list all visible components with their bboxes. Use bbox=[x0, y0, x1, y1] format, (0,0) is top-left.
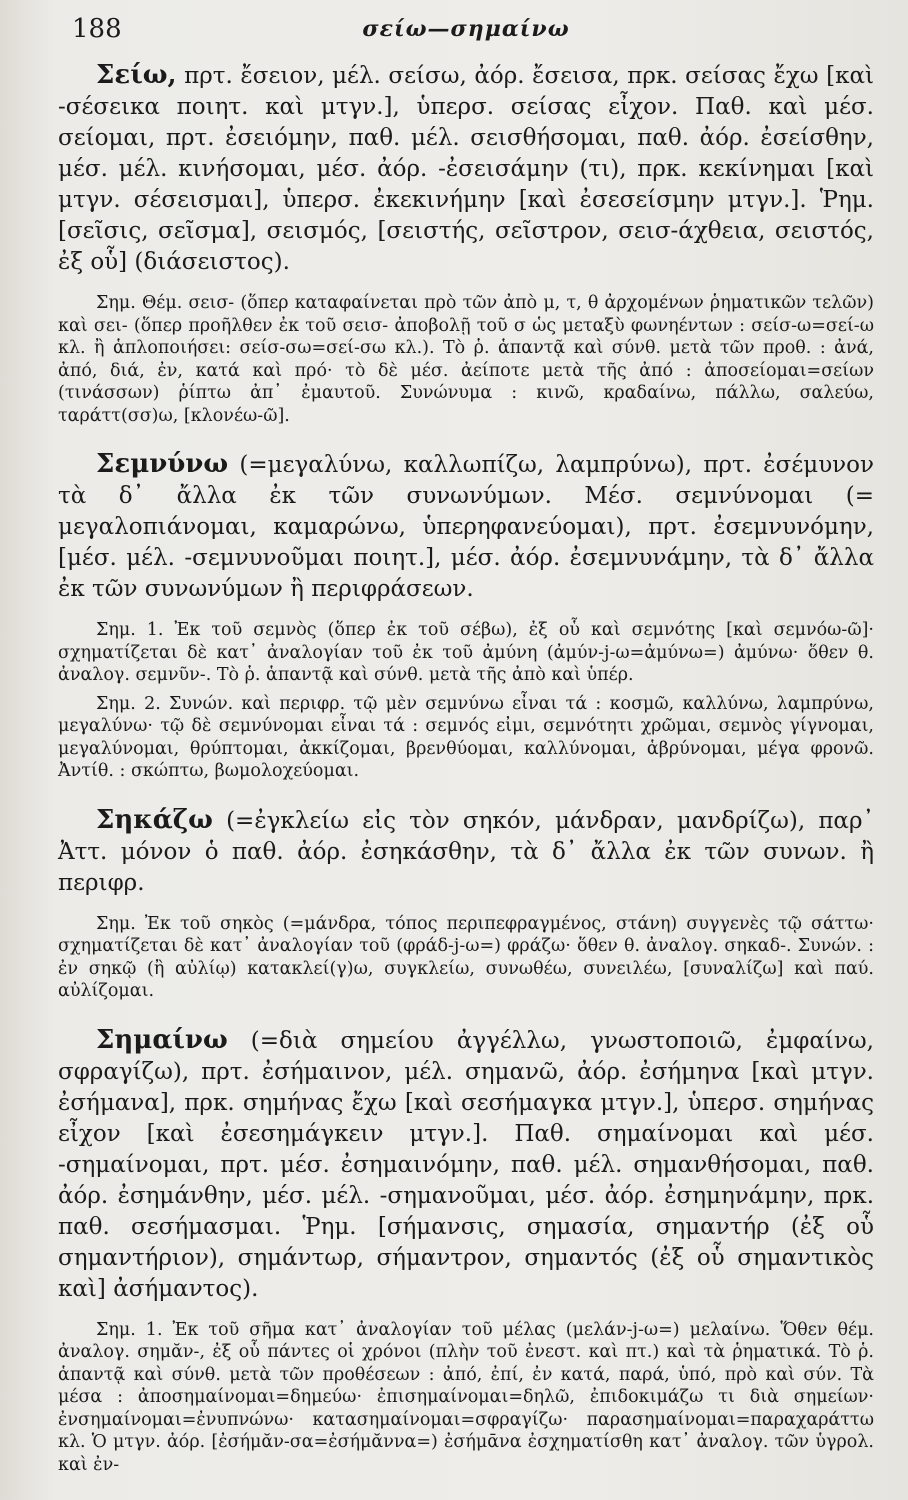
note-semaino: Σημ. 1. Ἐκ τοῦ σῆμα κατ᾽ ἀναλογίαν τοῦ μέλας (μελάν-j-ω=) μελαίνω. Ὅθεν θέμ. ἀναλογ. σημᾰν-, ἐξ οὗ πάντες οἱ χρόνοι (πλὴν τοῦ ἐνεστ. καὶ πτ.) καὶ τὰ ῥηματικά. Τὸ ῥ. ἁπαντᾷ καὶ σύνθ. μετὰ τῶν προθέσεων : ἀπό, ἐπί, ἐν κατά, παρά, ὑπό, πρὸ καὶ σύν. Τὰ μέσα : ἀποσημαίνομαι=δημεύω· ἐπισημαίνομαι=δηλῶ, ἐπιδοκιμάζω τι διὰ σημείων· ἐνσημαίνομαι=ἐνυπνώνω· κατασημαίνομαι=σφραγίζω· παρασημαίνομαι=παραχαράττω κλ. Ὁ μτγν. ἀόρ. [ἐσήμᾰν-σα=ἐσήμᾰννα=) ἐσήμᾱνα ἐσχηματίσθη κατ᾽ ἀναλογ. τῶν ὑγρολ. καὶ ἐν- bbox=[58, 1319, 874, 1475]
running-head: σείω—σημαίνω bbox=[362, 16, 570, 42]
entry-body: πρτ. ἔσειον, μέλ. σείσω, ἀόρ. ἔσεισα, πρκ. σείσας ἔχω [καὶ -σέσεικα ποιητ. καὶ μτγν.], ὑπερσ. σείσας εἶχον. Παθ. καὶ μέσ. σείομαι, πρτ. ἐσειόμην, παθ. μέλ. σεισθήσομαι, παθ. ἀόρ. ἐσείσθην, μέσ. μέλ. κινήσομαι, μέσ. ἀόρ. -ἐσεισάμην (τι), πρκ. κεκίνημαι [καὶ μτγν. σέσεισμαι], ὑπερσ. ἐκεκινήμην [καὶ ἐσεσείσμην μτγν.]. Ῥημ. [σεῖσις, σεῖσμα], σεισμός, [σειστής, σεῖστρον, σεισ-άχθεια, σειστός, ἐξ οὗ] (διάσειστος). bbox=[58, 63, 874, 275]
headword: Σηκάζω bbox=[96, 804, 213, 835]
note-sekazo: Σημ. Ἐκ τοῦ σηκὸς (=μάνδρα, τόπος περιπεφραγμένος, στάνη) συγγενὲς τῷ σάττω· σχηματίζεται δὲ κατ᾽ ἀναλογίαν τοῦ (φράδ-j-ω=) φράζω· ὅθεν θ. ἀναλογ. σηκαδ-. Συνών. : ἐν σηκῷ (ἢ αὐλίῳ) κατακλεί(γ)ω, συγκλείω, συνωθέω, συνειλέω, [συναλίζω] καὶ παύ. αὐλίζομαι. bbox=[58, 913, 874, 1001]
entry-body: (=διὰ σημείου ἀγγέλλω, γνωστοποιῶ, ἐμφαίνω, σφραγίζω), πρτ. ἐσήμαινον, μέλ. σημανῶ, ἀόρ. ἐσήμηνα [καὶ μτγν. ἐσήμανα], πρκ. σημήνας ἔχω [καὶ σεσήμαγκα μτγν.], ὑπερσ. σημήνας εἶχον [καὶ ἐσεσημάγκειν μτγν.]. Παθ. σημαίνομαι καὶ μέσ. -σημαίνομαι, πρτ. μέσ. ἐσημαινόμην, παθ. μέλ. σημανθήσομαι, παθ. ἀόρ. ἐσημάνθην, μέσ. μέλ. -σημανοῦμαι, μέσ. ἀόρ. ἐσημηνάμην, πρκ. παθ. σεσήμασμαι. Ῥημ. [σήμανσις, σημασία, σημαντήρ (ἐξ οὗ σημαντήριον), σημάντωρ, σήμαντρον, σημαντός (ἐξ οὗ σημαντικὸς καὶ] ἀσήμαντος). bbox=[58, 1027, 874, 1302]
headword: Σεμνύνω bbox=[96, 449, 229, 479]
entry-seio bbox=[58, 60, 874, 278]
entry-body: (=μεγαλύνω, καλλωπίζω, λαμπρύνω), πρτ. ἐσέμυνον τὰ δ᾽ ἄλλα ἐκ τῶν συνωνύμων. Μέσ. σεμνύνομαι (= μεγαλοπιάνομαι, καμαρώνω, ὑπερηφανεύομαι), πρτ. ἐσεμνυνόμην, [μέσ. μέλ. -σεμνυνοῦμαι ποιητ.], μέσ. ἀόρ. ἐσεμνυνάμην, τὰ δ᾽ ἄλλα ἐκ τῶν συνωνύμων ἢ περιφράσεων. bbox=[58, 452, 874, 602]
page-header bbox=[58, 0, 874, 46]
entry-sekazo bbox=[58, 805, 874, 899]
entry-semaino bbox=[58, 1025, 874, 1305]
entry-body: (=ἐγκλείω εἰς τὸν σηκόν, μάνδραν, μανδρίζω), παρ᾽ Ἀττ. μόνον ὁ παθ. ἀόρ. ἐσηκάσθην, τὰ δ᾽ ἄλλα ἐκ τῶν συνων. ἢ περιφρ. bbox=[58, 807, 874, 896]
headword: Σείω, bbox=[96, 60, 177, 90]
entry-semnyno bbox=[58, 449, 874, 605]
note-semnyno-2: Σημ. 2. Συνών. καὶ περιφρ. τῷ μὲν σεμνύνω εἶναι τά : κοσμῶ, καλλύνω, λαμπρύνω, μεγαλύνω· τῷ δὲ σεμνύνομαι εἶναι τά : σεμνός εἰμι, σεμνότητι χρῶμαι, σεμνὸς γίγνομαι, μεγαλύνομαι, θρύπτομαι, ἀκκίζομαι, βρενθύομαι, καλλύνομαι, ἁβρύνομαι, μέγα φρονῶ. Ἀντίθ. : σκώπτω, βωμολοχεύομαι. bbox=[58, 693, 874, 781]
headword: Σημαίνω bbox=[96, 1024, 228, 1055]
page-number: 188 bbox=[72, 14, 122, 44]
note-seio: Σημ. Θέμ. σεισ- (ὅπερ καταφαίνεται πρὸ τῶν ἀπὸ μ, τ, θ ἀρχομένων ῥηματικῶν τελῶν) καὶ σει- (ὅπερ προῆλθεν ἐκ τοῦ σεισ- ἀποβολῇ τοῦ σ ὡς μεταξὺ φωνηέντων : σείσ-ω=σεί-ω κλ. ἢ ἁπλοποιήσει: σείσ-σω=σεί-σω κλ.). Τὸ ῥ. ἁπαντᾷ καὶ σύνθ. μετὰ τῶν προθ. : ἀνά, ἀπό, διά, ἐν, κατά καὶ πρό· τὸ δὲ μέσ. ἀείποτε μετὰ τῆς ἀπό : ἀποσείομαι=σείων (τινάσσων) ῥίπτω ἀπ᾽ ἐμαυτοῦ. Συνώνυμα : κινῶ, κραδαίνω, πάλλω, σαλεύω, ταράττ(σσ)ω, [κλονέω-ῶ]. bbox=[58, 293, 874, 426]
note-semnyno-1: Σημ. 1. Ἐκ τοῦ σεμνὸς (ὅπερ ἐκ τοῦ σέβω), ἐξ οὗ καὶ σεμνότης [καὶ σεμνόω-ῶ]· σχηματίζεται δὲ κατ᾽ ἀναλογίαν τοῦ ἐκ τοῦ ἀμύνη (ἀμύν-j-ω=ἀμύνω=) ἀμύνω· ὅθεν θ. ἀναλογ. σεμνῦν-. Τὸ ῥ. ἁπαντᾷ καὶ σύνθ. μετὰ τῆς ἀπὸ καὶ ὑπέρ. bbox=[58, 620, 874, 685]
